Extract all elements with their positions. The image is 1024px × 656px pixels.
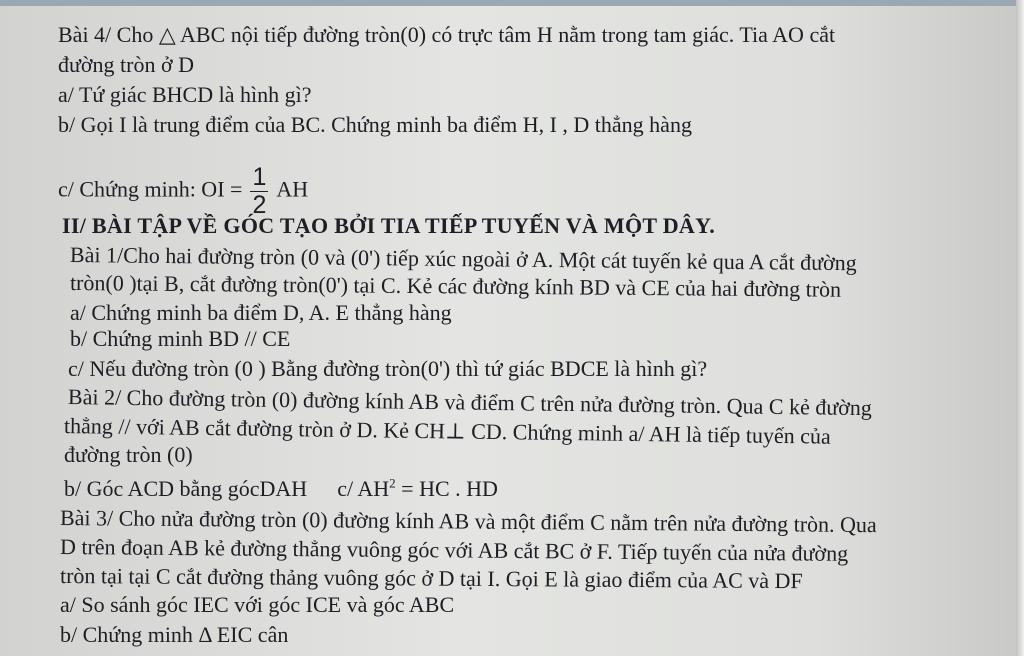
problem-4-part-a: a/ Tứ giác BHCD là hình gì? bbox=[58, 82, 312, 107]
part-c-suffix: AH bbox=[276, 176, 309, 202]
right-page-edge bbox=[1016, 0, 1024, 656]
problem-2-line-1: Bài 2/ Cho đường tròn (0) đường kính AB và điểm C trên nửa đường tròn. Qua C kẻ đường bbox=[67, 384, 873, 421]
problem-2-part-c-start: c/ AH bbox=[337, 476, 390, 501]
problem-2-part-c-end: = HC . HD bbox=[395, 476, 498, 501]
problem-4-line-2: đường tròn ở D bbox=[58, 52, 195, 77]
problem-1-part-c: c/ Nếu đường tròn (0 ) Bằng đường tròn(0') thì tứ giác BDCE là hình gì? bbox=[68, 356, 708, 381]
fraction-denominator: 2 bbox=[252, 191, 267, 219]
part-c-prefix: c/ Chứng minh: OI = bbox=[58, 176, 243, 202]
problem-1-part-b: b/ Chứng minh BD // CE bbox=[70, 326, 291, 351]
problem-1-part-a: a/ Chứng minh ba điểm D, A. E thẳng hàng bbox=[70, 300, 452, 325]
problem-1-line-2: tròn(0 )tại B, cắt đường tròn(0') tại C. Kẻ các đường kính BD và CE của hai đường tròn bbox=[69, 270, 842, 302]
problem-1-line-1: Bài 1/Cho hai đường tròn (0 và (0') tiếp xúc ngoài ở A. Một cát tuyến kẻ qua A cắt đường bbox=[69, 242, 857, 276]
exponent: 2 bbox=[389, 475, 396, 491]
problem-2-line-3: đường tròn (0) bbox=[64, 442, 193, 467]
problem-3-line-1: Bài 3/ Cho nửa đường tròn (0) đường kính AB và một điểm C nằm trên nửa đường tròn. Qua bbox=[59, 505, 877, 538]
fraction-one-half bbox=[250, 164, 268, 219]
problem-3-line-3: tròn tại tại C cắt đường thảng vuông góc ở D tại I. Gọi E là giao điểm của AC và DF bbox=[59, 563, 803, 594]
problem-4-part-c bbox=[58, 164, 308, 219]
fraction-numerator: 1 bbox=[252, 163, 267, 191]
top-edge-strip bbox=[0, 0, 1018, 6]
problem-3-part-a: a/ So sánh góc IEC với góc ICE và góc ABC bbox=[60, 592, 455, 617]
problem-4-part-b: b/ Gọi I là trung điểm của BC. Chứng minh ba điểm H, I , D thẳng hàng bbox=[58, 112, 692, 137]
problem-4-line-1: Bài 4/ Cho △ ABC nội tiếp đường tròn(0) có trực tâm H nằm trong tam giác. Tia AO cắt bbox=[58, 22, 836, 47]
problem-2-part-b: b/ Góc ACD bằng gócDAH bbox=[64, 476, 308, 501]
problem-3-line-2: D trên đoạn AB kẻ đường thẳng vuông góc với AB cắt BC ở F. Tiếp tuyến của nửa đường bbox=[59, 534, 849, 566]
problem-2-parts-b-c bbox=[64, 476, 498, 502]
section-ii-heading: II/ BÀI TẬP VỀ GÓC TẠO BỞI TIA TIẾP TUYẾN VÀ MỘT DÂY. bbox=[62, 213, 716, 238]
problem-3-part-b: b/ Chứng minh Δ EIC cân bbox=[60, 622, 289, 647]
problem-2-line-2: thẳng // với AB cắt đường tròn ở D. Kẻ CH⊥ CD. Chứng minh a/ AH là tiếp tuyến của bbox=[63, 413, 831, 449]
